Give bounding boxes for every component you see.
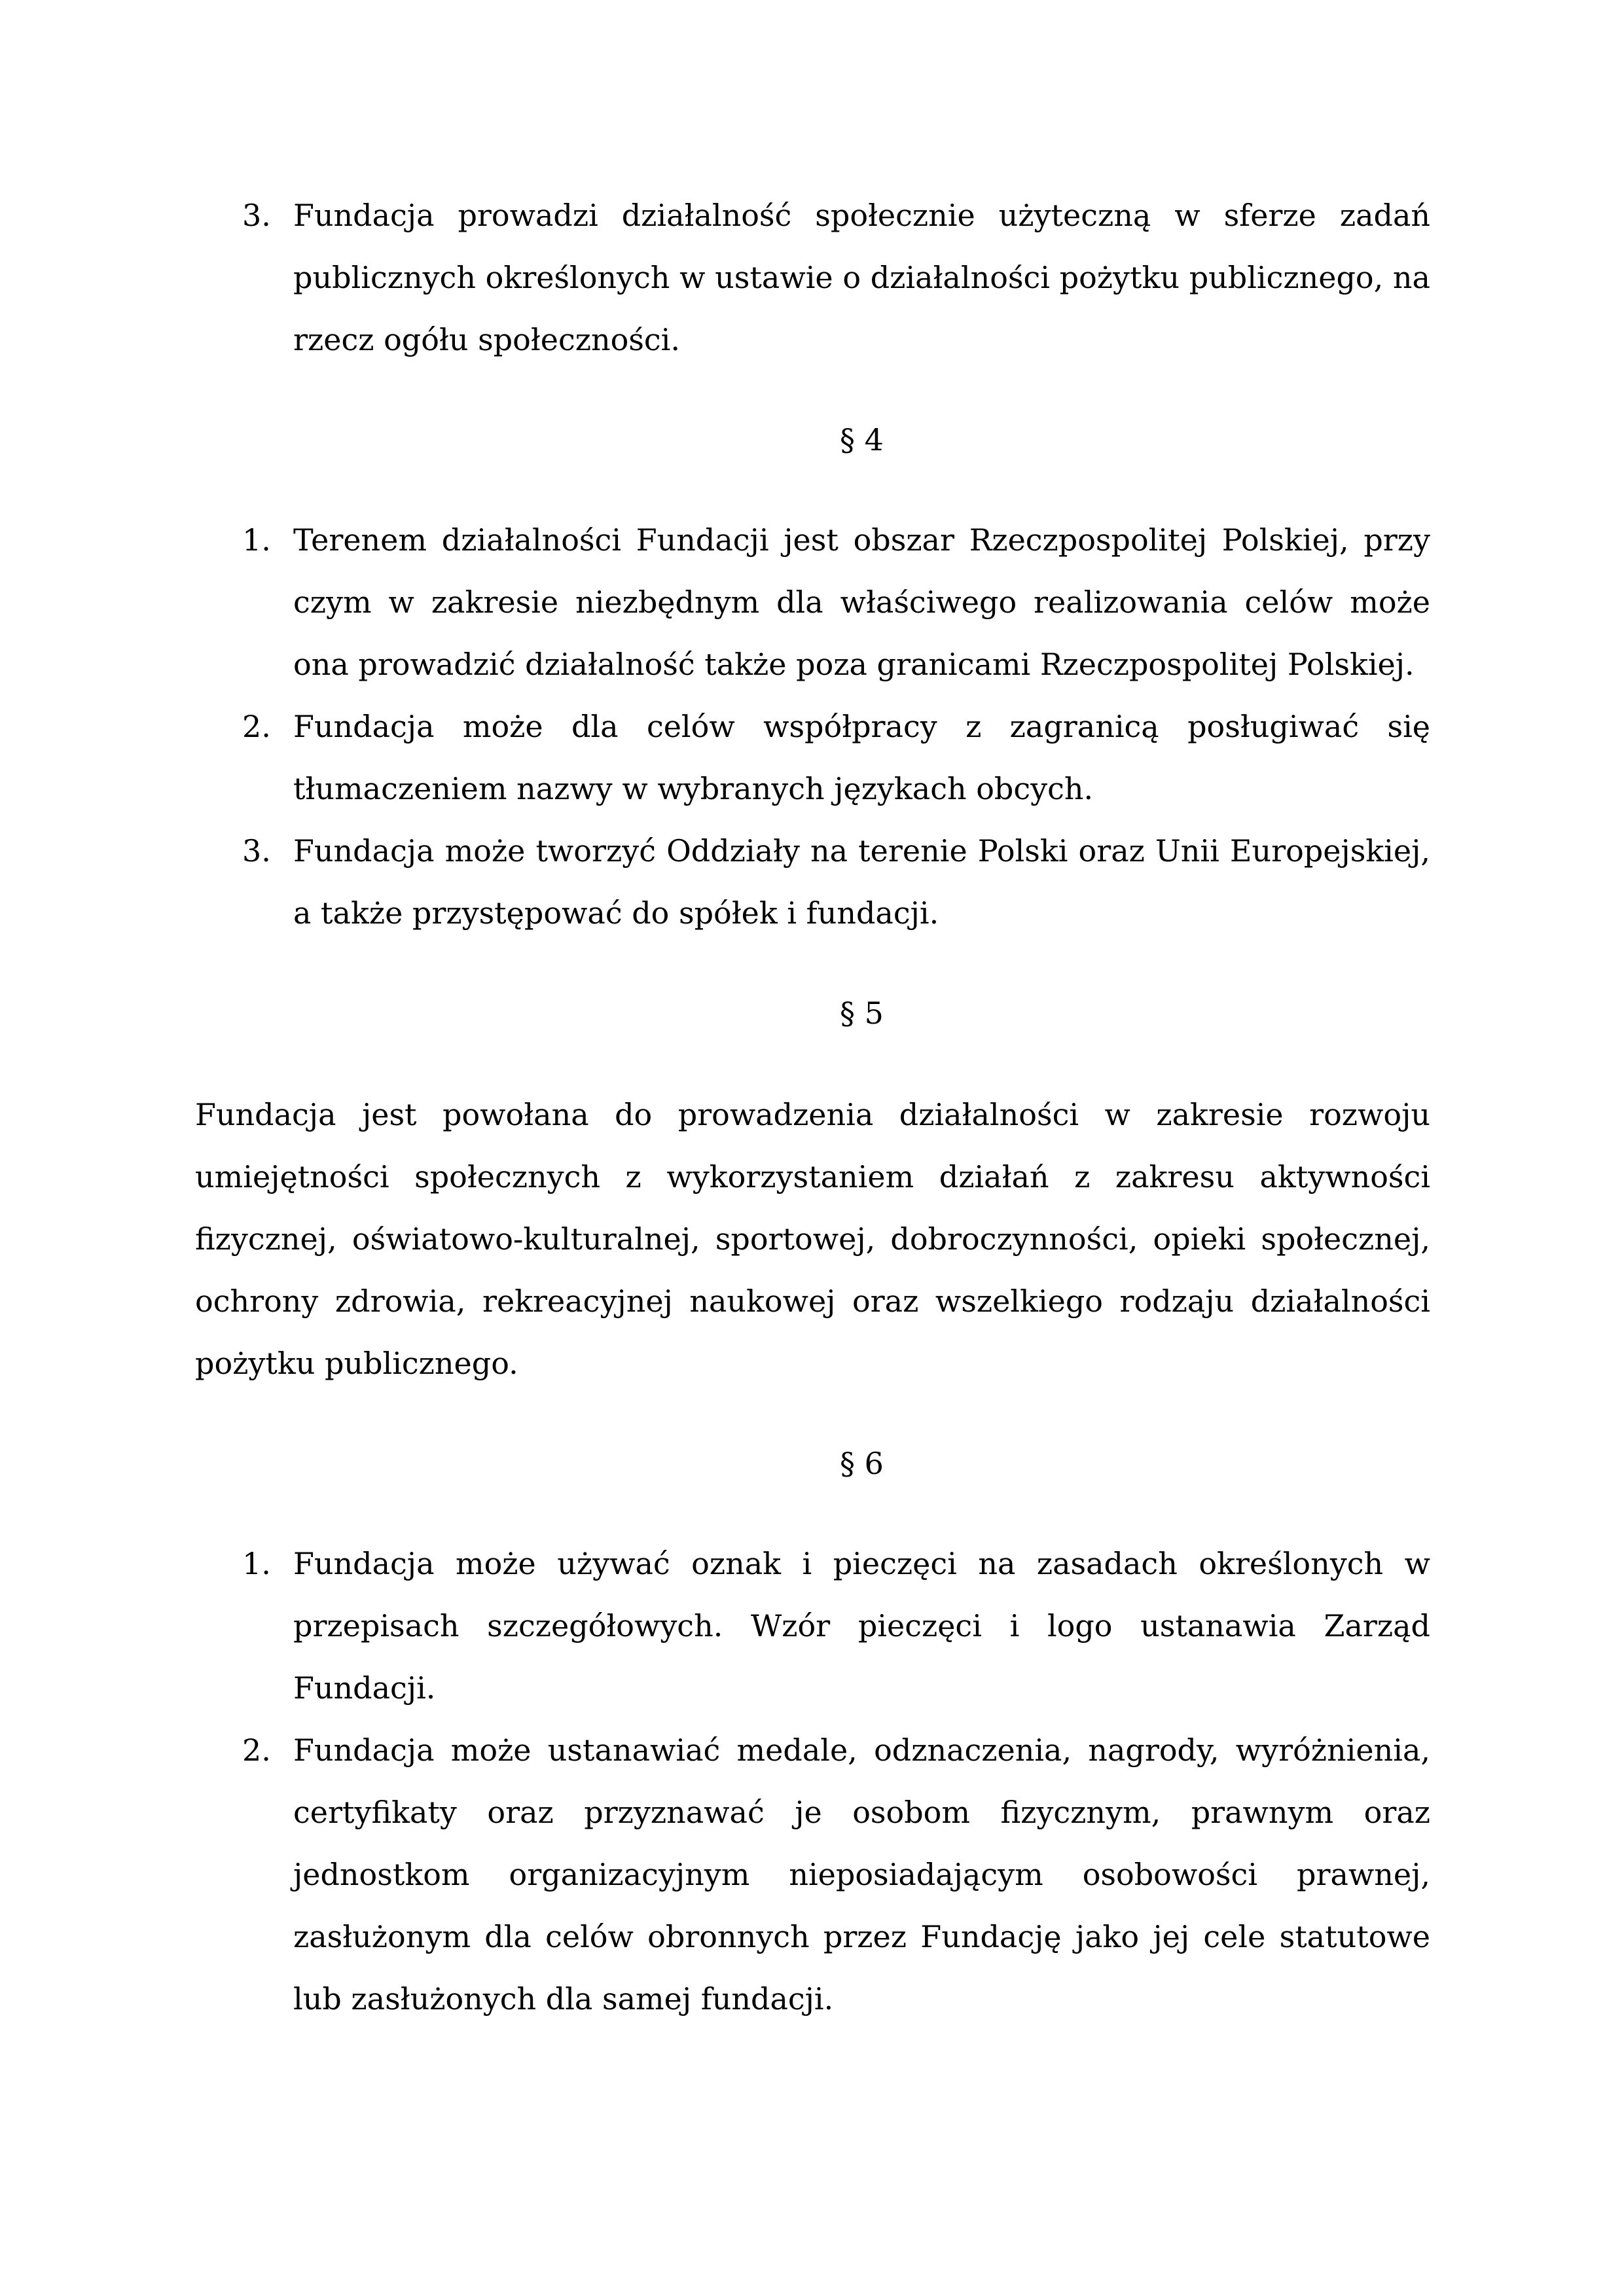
document-body: [195, 185, 1430, 2030]
list-item-text: Fundacja może tworzyć Oddziały na terenie Polski oraz Unii Europejskiej, a także przystępować do spółek i fundacji.: [293, 833, 1430, 931]
list-item-text: Fundacja może używać oznak i pieczęci na zasadach określonych w przepisach szczegółowych. Wzór pieczęci i logo ustanawia Zarząd Fundacji.: [293, 1546, 1430, 1706]
list-item: [195, 509, 1430, 696]
list-item: [195, 185, 1430, 371]
section-5-paragraph: Fundacja jest powołana do prowadzenia działalności w zakresie rozwoju umiejętności społecznych z wykorzystaniem działań z zakresu aktywności fizycznej, oświatowo-kulturalnej, sportowej, dobroczynności, opieki społecznej, ochrony zdrowia, rekreacyjnej naukowej oraz wszelkiego rodzaju działalności pożytku publicznego.: [195, 1097, 1430, 1381]
list-item: [195, 1533, 1430, 1719]
list-item-number: 1.: [242, 1546, 271, 1581]
list-item-text: Fundacja może ustanawiać medale, odznaczenia, nagrody, wyróżnienia, certyfikaty oraz przyznawać je osobom fizycznym, prawnym oraz jednostkom organizacyjnym nieposiadającym osobowości prawnej, zasłużonym dla celów obronnych przez Fundację jako jej cele statutowe lub zasłużonych dla samej fundacji.: [293, 1732, 1430, 2017]
section-heading-4: § 4: [840, 422, 884, 457]
section-heading-5: § 5: [840, 996, 884, 1031]
section-heading-6: § 6: [840, 1446, 884, 1481]
list-item-number: 1.: [242, 522, 271, 558]
list-item-text: Fundacja prowadzi działalność społecznie użyteczną w sferze zadań publicznych określonych w ustawie o działalności pożytku publicznego, na rzecz ogółu społeczności.: [293, 198, 1430, 357]
list-item-number: 3.: [242, 833, 271, 869]
list-item: [195, 820, 1430, 944]
list-item-number: 2.: [242, 709, 271, 744]
list-item-number: 2.: [242, 1732, 271, 1768]
list-item-text: Terenem działalności Fundacji jest obszar Rzeczpospolitej Polskiej, przy czym w zakresie niezbędnym dla właściwego realizowania celów może ona prowadzić działalność także poza granicami Rzeczpospolitej Polskiej.: [293, 522, 1430, 682]
list-item: [195, 1719, 1430, 2030]
list-item: [195, 696, 1430, 820]
list-item-number: 3.: [242, 198, 271, 233]
list-item-text: Fundacja może dla celów współpracy z zagranicą posługiwać się tłumaczeniem nazwy w wybranych językach obcych.: [293, 709, 1430, 806]
